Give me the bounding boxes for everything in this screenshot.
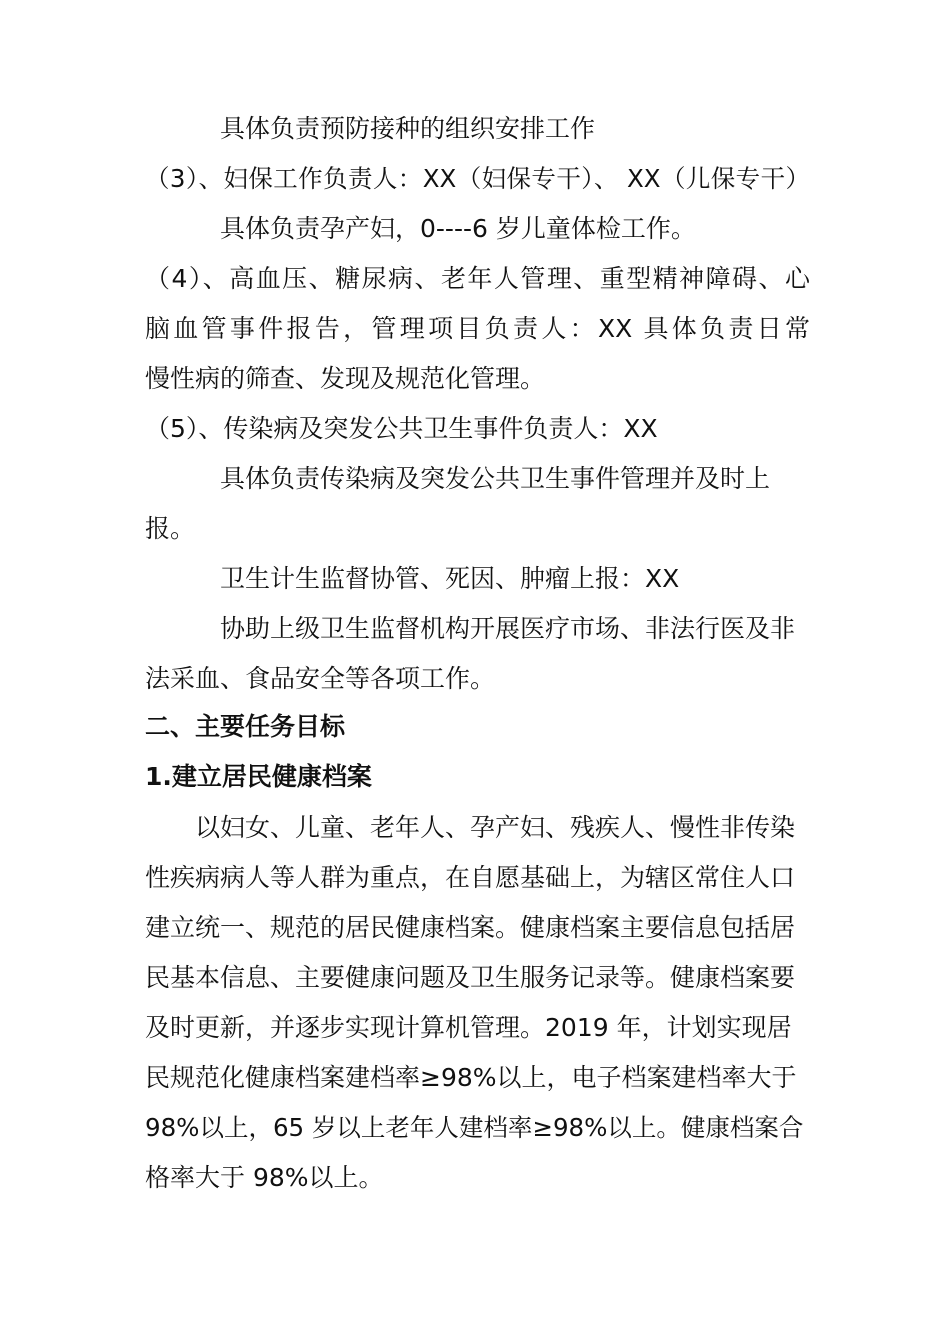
text-line: 格率大于 98%以上。 <box>145 1163 384 1192</box>
text-line: 具体负责孕产妇，0----6 岁儿童体检工作。 <box>220 214 696 243</box>
text-line: （5）、传染病及突发公共卫生事件负责人：XX <box>145 414 658 443</box>
text-line: 民基本信息、主要健康问题及卫生服务记录等。健康档案要 <box>145 963 796 992</box>
section-heading: 二、主要任务目标 <box>145 712 346 741</box>
text-line: （3）、妇保工作负责人：XX（妇保专干）、 XX（儿保专干） <box>145 164 810 193</box>
text-line: 及时更新，并逐步实现计算机管理。2019 年，计划实现居 <box>145 1013 792 1042</box>
text-line: 以妇女、儿童、老年人、孕产妇、残疾人、慢性非传染 <box>195 813 796 842</box>
text-line: 98%以上，65 岁以上老年人建档率≥98%以上。健康档案合 <box>145 1113 804 1142</box>
text-line: 法采血、食品安全等各项工作。 <box>145 664 496 693</box>
text-line: 卫生计生监督协管、死因、肿瘤上报：XX <box>220 564 680 593</box>
text-line: 性疾病病人等人群为重点，在自愿基础上，为辖区常住人口 <box>145 863 796 892</box>
text-line: 协助上级卫生监督机构开展医疗市场、非法行医及非 <box>220 614 796 643</box>
text-line: 建立统一、规范的居民健康档案。健康档案主要信息包括居 <box>145 913 796 942</box>
text-line: （4）、高血压、糖尿病、老年人管理、重型精神障碍、心 <box>145 264 810 293</box>
text-line: 民规范化健康档案建档率≥98%以上，电子档案建档率大于 <box>145 1063 797 1092</box>
text-line: 脑血管事件报告，管理项目负责人：XX 具体负责日常 <box>145 314 810 343</box>
text-line: 具体负责预防接种的组织安排工作 <box>220 114 596 143</box>
text-line: 报。 <box>145 514 196 543</box>
subsection-heading: 1.建立居民健康档案 <box>145 762 372 791</box>
text-line: 慢性病的筛查、发现及规范化管理。 <box>145 364 546 393</box>
text-line: 具体负责传染病及突发公共卫生事件管理并及时上 <box>220 464 771 493</box>
